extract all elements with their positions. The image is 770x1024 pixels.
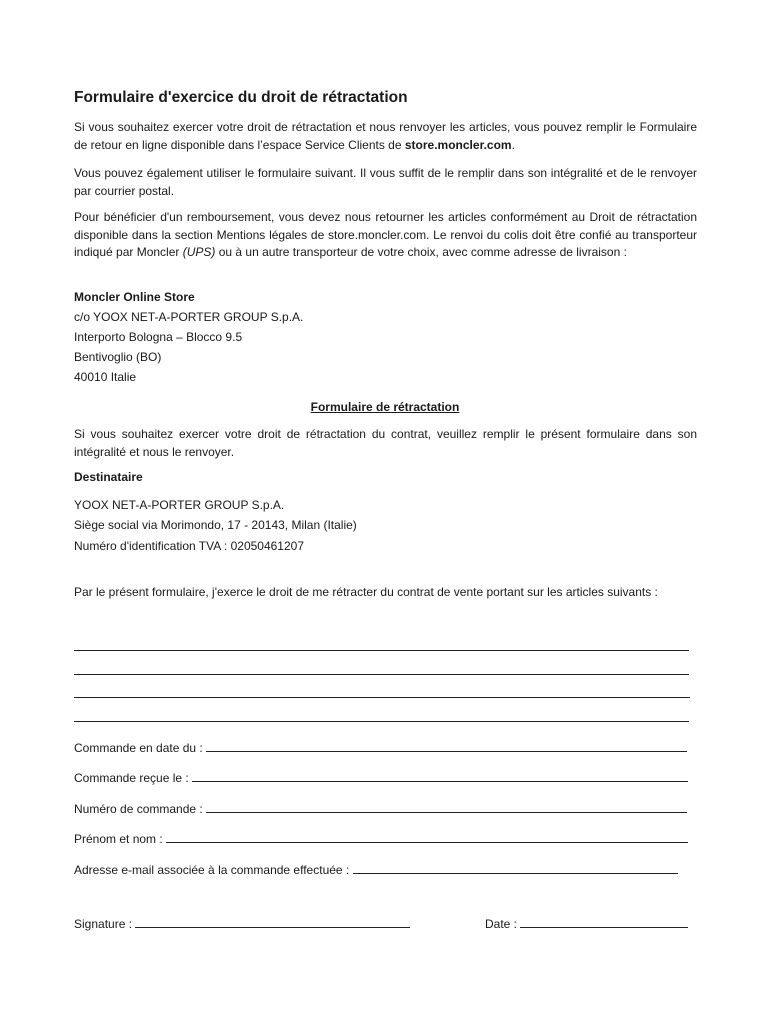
article-line-4[interactable] [74,721,689,722]
name-label: Prénom et nom : [74,832,163,846]
signature-input-line[interactable] [135,916,410,928]
article-line-1[interactable] [74,650,689,651]
address-line-1: c/o YOOX NET-A-PORTER GROUP S.p.A. [74,310,304,324]
article-line-2[interactable] [74,674,689,675]
store-link-text: store.moncler.com [404,137,512,152]
signature-label: Signature : [74,917,133,931]
recipient-line-3: Numéro d'identification TVA : 02050461207 [74,539,305,553]
signature-field [74,916,410,931]
intro-paragraph-3 [74,209,697,262]
email-input-line[interactable] [353,862,678,874]
address-line-2: Interporto Bologna – Blocco 9.5 [74,330,243,344]
intro-p3-text-b: ou à un autre transporteur de votre choix, avec comme adresse de livraison : [215,245,627,259]
form-instruction: Si vous souhaitez exercer votre droit de rétractation du contrat, veuillez remplir le présent formulaire dans son intégralité et nous le renvoyer. [74,427,697,459]
order-number-label: Numéro de commande : [74,802,203,816]
intro-paragraph-1 [74,119,697,154]
received-field [74,770,688,785]
received-input-line[interactable] [192,770,688,782]
name-input-line[interactable] [166,831,688,843]
order-number-field [74,801,687,816]
date-input-line[interactable] [520,916,688,928]
recipient-label [74,470,143,484]
order-number-input-line[interactable] [206,801,687,813]
email-field [74,862,678,877]
carrier-ups: (UPS) [182,245,216,259]
name-field [74,831,688,846]
order-date-label: Commande en date du : [74,741,203,755]
date-label: Date : [485,917,518,931]
declaration-text: Par le présent formulaire, j'exerce le droit de me rétracter du contrat de vente portant sur les articles suivants : [74,585,658,599]
address-name-text: Moncler Online Store [74,290,195,304]
address-line-4: 40010 Italie [74,370,137,384]
intro-p1-end: . [511,137,515,152]
intro-p3-text-a: Pour bénéficier d'un remboursement, vous devez nous retourner les articles conformément au Droit de rétractation disponible dans la section Mentions légales de store.moncler.com. Le renvoi du colis doit être confié au transporteur indiqué par Moncler [74,210,697,259]
recipient-line-2: Siège social via Morimondo, 17 - 20143, Milan (Italie) [74,518,357,532]
order-date-input-line[interactable] [206,740,687,752]
intro-p1-text: Si vous souhaitez exercer votre droit de rétractation et nous renvoyer les articles, vous pouvez remplir le Formulaire de retour en ligne disponible dans l’espace Service Clients de [74,120,697,152]
article-line-3[interactable] [74,697,690,698]
form-heading: Formulaire de rétractation [310,400,460,414]
email-label: Adresse e-mail associée à la commande effectuée : [74,863,350,877]
order-date-field [74,740,687,755]
recipient-label-text: Destinataire [74,470,143,484]
received-label: Commande reçue le : [74,771,189,785]
recipient-line-1: YOOX NET-A-PORTER GROUP S.p.A. [74,498,285,512]
intro-paragraph-2: Vous pouvez également utiliser le formulaire suivant. Il vous suffit de le remplir dans son intégralité et de le renvoyer par courrier postal. [74,166,697,198]
address-name [74,290,195,304]
date-field [485,916,688,931]
address-line-3: Bentivoglio (BO) [74,350,162,364]
document-title: Formulaire d'exercice du droit de rétractation [74,89,408,106]
